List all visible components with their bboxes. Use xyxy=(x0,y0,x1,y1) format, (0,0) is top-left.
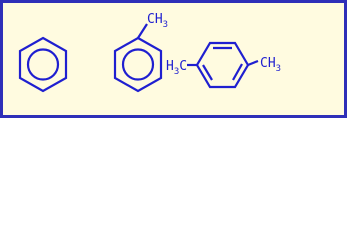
structures-panel xyxy=(0,0,347,118)
p-xylene-right-methyl-label: $CH_3$ xyxy=(260,56,282,74)
toluene-methyl-label: $CH_3$ xyxy=(147,12,169,30)
p-xylene-left-methyl-label: $H_3C$ xyxy=(166,59,188,77)
diagram-stage xyxy=(0,0,347,118)
